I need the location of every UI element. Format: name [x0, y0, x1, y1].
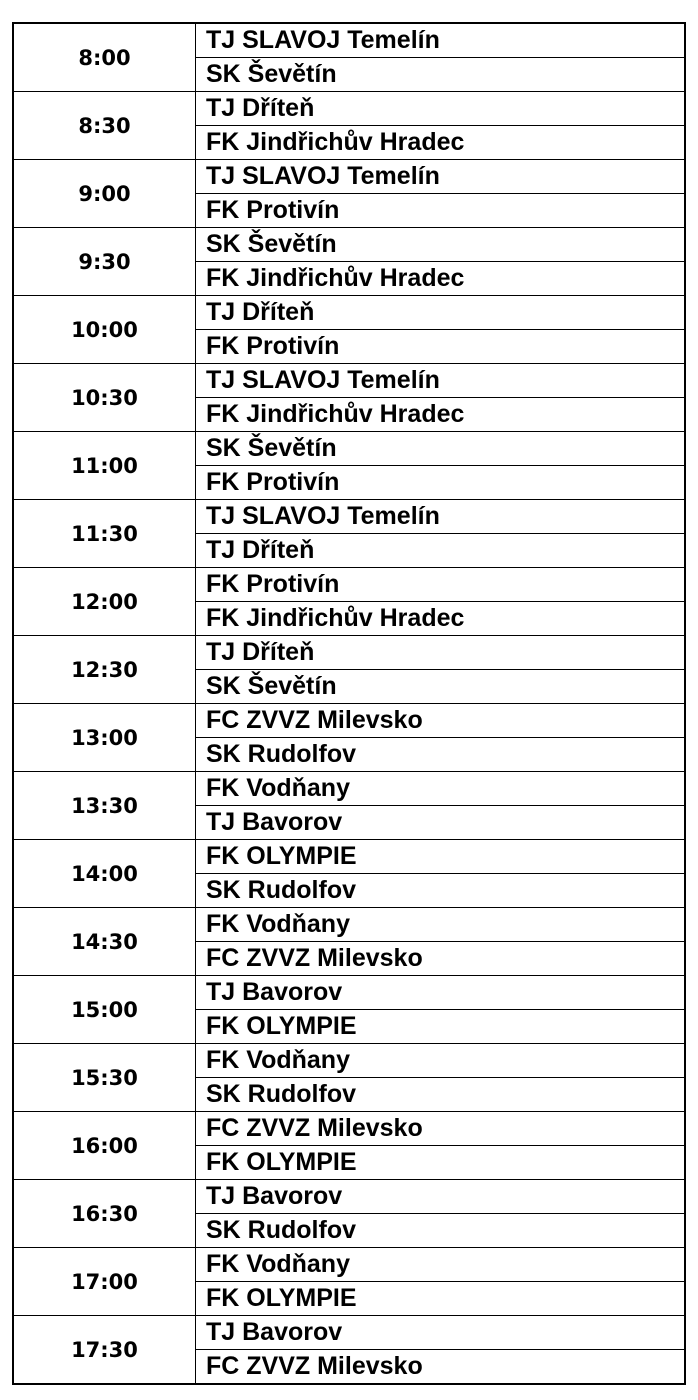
match-time: 16:30	[14, 1180, 196, 1247]
home-team: TJ Dříteň	[206, 94, 315, 122]
match-time: 14:00	[14, 840, 196, 907]
away-team: FC ZVVZ Milevsko	[196, 1349, 684, 1383]
home-team: FK Vodňany	[206, 910, 350, 938]
match-teams	[196, 228, 684, 295]
away-team: SK Ševětín	[196, 57, 684, 91]
match-time: 8:30	[14, 92, 196, 159]
home-team: TJ Bavorov	[206, 978, 343, 1006]
away-team: FK Jindřichův Hradec	[196, 125, 684, 159]
match-slot	[14, 431, 684, 499]
away-team: FK Jindřichův Hradec	[196, 601, 684, 635]
match-time: 13:30	[14, 772, 196, 839]
home-team: FC ZVVZ Milevsko	[206, 1114, 423, 1142]
match-teams	[196, 1112, 684, 1179]
match-slot	[14, 975, 684, 1043]
away-team: FC ZVVZ Milevsko	[196, 941, 684, 975]
match-teams	[196, 160, 684, 227]
match-teams	[196, 1180, 684, 1247]
match-slot	[14, 363, 684, 431]
match-teams	[196, 704, 684, 771]
match-slot	[14, 567, 684, 635]
match-teams	[196, 568, 684, 635]
match-teams	[196, 296, 684, 363]
home-team: FC ZVVZ Milevsko	[206, 706, 423, 734]
match-time: 10:30	[14, 364, 196, 431]
home-team: FK Vodňany	[206, 774, 350, 802]
home-team: TJ SLAVOJ Temelín	[206, 366, 440, 394]
match-slot	[14, 24, 684, 91]
match-teams	[196, 92, 684, 159]
match-teams	[196, 636, 684, 703]
match-teams	[196, 976, 684, 1043]
match-time: 9:00	[14, 160, 196, 227]
match-teams	[196, 908, 684, 975]
away-team: SK Ševětín	[196, 669, 684, 703]
match-time: 13:00	[14, 704, 196, 771]
home-team: TJ Bavorov	[206, 1318, 343, 1346]
away-team: FK OLYMPIE	[196, 1281, 684, 1315]
match-time: 17:30	[14, 1316, 196, 1383]
match-time: 14:30	[14, 908, 196, 975]
match-time: 10:00	[14, 296, 196, 363]
away-team: FK Protivín	[196, 193, 684, 227]
match-teams	[196, 772, 684, 839]
match-teams	[196, 840, 684, 907]
away-team: FK Protivín	[196, 329, 684, 363]
match-schedule-table	[12, 22, 686, 1385]
match-time: 15:00	[14, 976, 196, 1043]
home-team: TJ Bavorov	[206, 1182, 343, 1210]
match-time: 9:30	[14, 228, 196, 295]
match-slot	[14, 1043, 684, 1111]
match-slot	[14, 839, 684, 907]
home-team: FK Vodňany	[206, 1250, 350, 1278]
home-team: TJ SLAVOJ Temelín	[206, 162, 440, 190]
match-slot	[14, 1179, 684, 1247]
match-time: 17:00	[14, 1248, 196, 1315]
home-team: TJ SLAVOJ Temelín	[206, 502, 440, 530]
match-slot	[14, 159, 684, 227]
away-team: FK OLYMPIE	[196, 1009, 684, 1043]
match-teams	[196, 1248, 684, 1315]
match-slot	[14, 499, 684, 567]
match-teams	[196, 500, 684, 567]
match-time: 11:00	[14, 432, 196, 499]
home-team: TJ SLAVOJ Temelín	[206, 26, 440, 54]
match-teams	[196, 24, 684, 91]
match-slot	[14, 635, 684, 703]
away-team: FK Jindřichův Hradec	[196, 261, 684, 295]
match-slot	[14, 1315, 684, 1383]
home-team: TJ Dříteň	[206, 638, 315, 666]
match-teams	[196, 432, 684, 499]
match-teams	[196, 1316, 684, 1383]
away-team: FK Protivín	[196, 465, 684, 499]
home-team: TJ Dříteň	[206, 298, 315, 326]
home-team: FK OLYMPIE	[206, 842, 357, 870]
match-time: 8:00	[14, 24, 196, 91]
match-slot	[14, 295, 684, 363]
away-team: FK OLYMPIE	[196, 1145, 684, 1179]
match-slot	[14, 771, 684, 839]
match-slot	[14, 1111, 684, 1179]
match-time: 12:00	[14, 568, 196, 635]
match-slot	[14, 227, 684, 295]
away-team: SK Rudolfov	[196, 1213, 684, 1247]
match-time: 16:00	[14, 1112, 196, 1179]
away-team: TJ Bavorov	[196, 805, 684, 839]
away-team: SK Rudolfov	[196, 873, 684, 907]
match-slot	[14, 703, 684, 771]
match-slot	[14, 907, 684, 975]
away-team: FK Jindřichův Hradec	[196, 397, 684, 431]
home-team: SK Ševětín	[206, 434, 337, 462]
away-team: SK Rudolfov	[196, 1077, 684, 1111]
away-team: SK Rudolfov	[196, 737, 684, 771]
home-team: FK Protivín	[206, 570, 340, 598]
match-teams	[196, 1044, 684, 1111]
away-team: TJ Dříteň	[196, 533, 684, 567]
match-slot	[14, 1247, 684, 1315]
home-team: SK Ševětín	[206, 230, 337, 258]
match-slot	[14, 91, 684, 159]
match-time: 15:30	[14, 1044, 196, 1111]
match-time: 11:30	[14, 500, 196, 567]
match-time: 12:30	[14, 636, 196, 703]
home-team: FK Vodňany	[206, 1046, 350, 1074]
match-teams	[196, 364, 684, 431]
